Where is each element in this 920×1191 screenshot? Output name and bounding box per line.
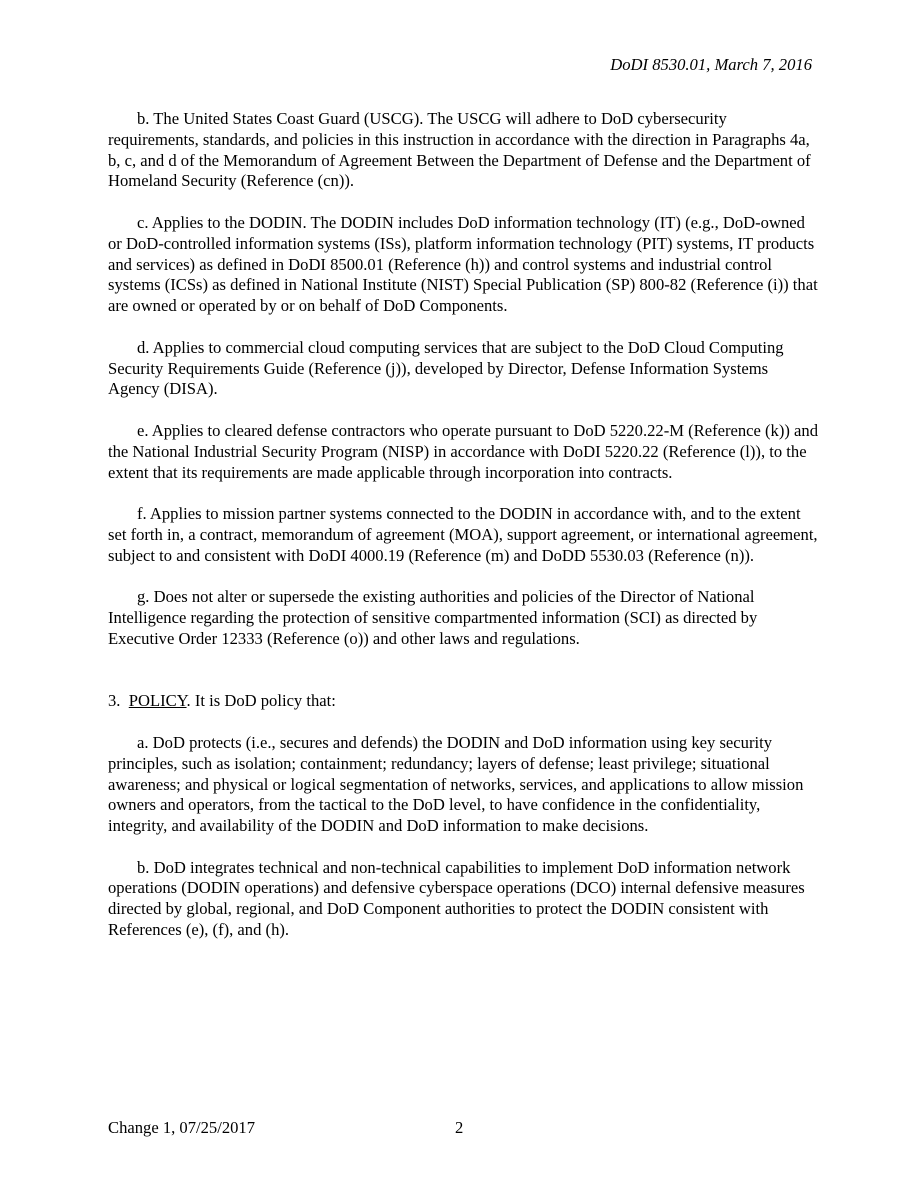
paragraph-2f-mission-partners: f. Applies to mission partner systems connected to the DODIN in accordance with, and to the extent set forth in, a contract, memorandum of agreement (MOA), support agreement, or international agreement, subject to and consistent with DoDI 4000.19 (Reference (m) and DoDD 5530.03 (Reference (n)). xyxy=(108,504,818,565)
running-head: DoDI 8530.01, March 7, 2016 xyxy=(610,55,812,74)
section-heading-policy xyxy=(108,691,820,712)
footer-change-note: Change 1, 07/25/2017 xyxy=(108,1118,256,1137)
section-title: POLICY xyxy=(128,691,187,711)
paragraph-2d-cloud: d. Applies to commercial cloud computing services that are subject to the DoD Cloud Computing Security Requirements Guide (Reference (j)), developed by Director, Defense Information Systems Agency (DISA). xyxy=(108,337,784,399)
paragraph-2e-contractors: e. Applies to cleared defense contractors who operate pursuant to DoD 5220.22-M (Reference (k)) and the National Industrial Security Program (NISP) in accordance with DoDI 5220.22 (Reference (l)), to the extent that its requirements are made applicable through incorporation into contracts. xyxy=(108,420,819,482)
section-lead: . It is DoD policy that: xyxy=(186,691,336,711)
paragraph-2c-dodin: c. Applies to the DODIN. The DODIN includes DoD information technology (IT) (e.g., DoD-owned or DoD-controlled information systems (ISs), platform information technology (PIT) systems, IT products and services) as defined in DoDI 8500.01 (Reference (h)) and control systems and industrial control systems (ICSs) as defined in National Institute (NIST) Special Publication (SP) 800-82 (Reference (i)) that are owned or operated by or on behalf of DoD Components. xyxy=(108,212,818,316)
paragraph-3a-protection: a. DoD protects (i.e., secures and defends) the DODIN and DoD information using key security principles, such as isolation; containment; redundancy; layers of defense; least privilege; situational awareness; and physical or logical segmentation of networks, services, and applications to allow mission owners and operators, from the tactical to the DoD level, to have confidence in the confidentiality, integrity, and availability of the DODIN and DoD information to make decisions. xyxy=(108,732,804,836)
paragraph-3b-capabilities: b. DoD integrates technical and non-technical capabilities to implement DoD information network operations (DODIN operations) and defensive cyberspace operations (DCO) internal defensive measures directed by global, regional, and DoD Component authorities to protect the DODIN consistent with References (e), (f), and (h). xyxy=(108,857,805,940)
footer-page-number: 2 xyxy=(455,1118,464,1137)
document-body xyxy=(108,109,820,962)
paragraph-2g-sci: g. Does not alter or supersede the existing authorities and policies of the Director of National Intelligence regarding the protection of sensitive compartmented information (SCI) as directed by Executive Order 12333 (Reference (o)) and other laws and regulations. xyxy=(108,587,758,648)
section-number: 3. xyxy=(108,691,121,711)
paragraph-2b-uscg: b. The United States Coast Guard (USCG). The USCG will adhere to DoD cybersecurity requirements, standards, and policies in this instruction in accordance with the direction in Paragraphs 4a, b, c, and d of the Memorandum of Agreement Between the Department of Defense and the Department of Homeland Security (Reference (cn)). xyxy=(108,109,811,191)
section-spacer xyxy=(108,671,820,692)
